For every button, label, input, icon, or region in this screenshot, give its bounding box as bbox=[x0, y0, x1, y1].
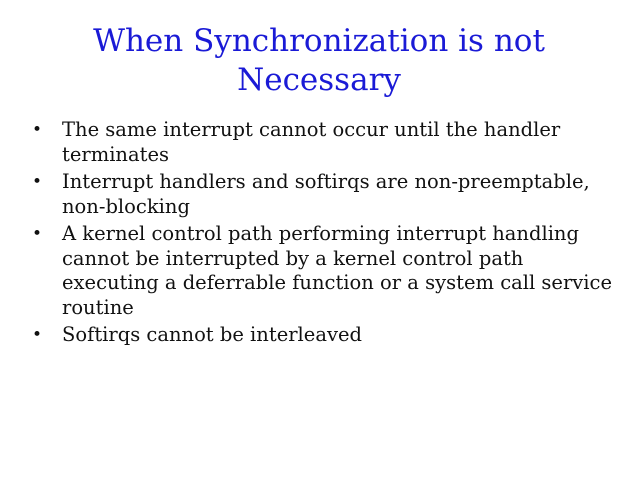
bullet-item-3 bbox=[32, 222, 612, 320]
bullet-text-4: Softirqs cannot be interleaved bbox=[62, 323, 362, 346]
bullet-item-4 bbox=[32, 323, 612, 348]
bullet-icon: • bbox=[32, 172, 43, 192]
bullet-icon: • bbox=[32, 224, 43, 244]
slide-title-line-2: Necessary bbox=[237, 62, 401, 98]
bullet-list bbox=[32, 118, 612, 351]
slide-title-line-1: When Synchronization is not bbox=[93, 23, 545, 59]
slide-title bbox=[40, 22, 598, 100]
bullet-text-3: A kernel control path performing interrupt handling cannot be interrupted by a kernel control path executing a deferrable function or a system call service routine bbox=[62, 222, 613, 319]
bullet-icon: • bbox=[32, 325, 43, 345]
bullet-item-1 bbox=[32, 118, 612, 167]
bullet-item-2 bbox=[32, 170, 612, 219]
bullet-text-2: Interrupt handlers and softirqs are non-preemptable, non-blocking bbox=[62, 170, 590, 218]
bullet-icon: • bbox=[32, 120, 43, 140]
bullet-text-1: The same interrupt cannot occur until the handler terminates bbox=[62, 118, 561, 166]
